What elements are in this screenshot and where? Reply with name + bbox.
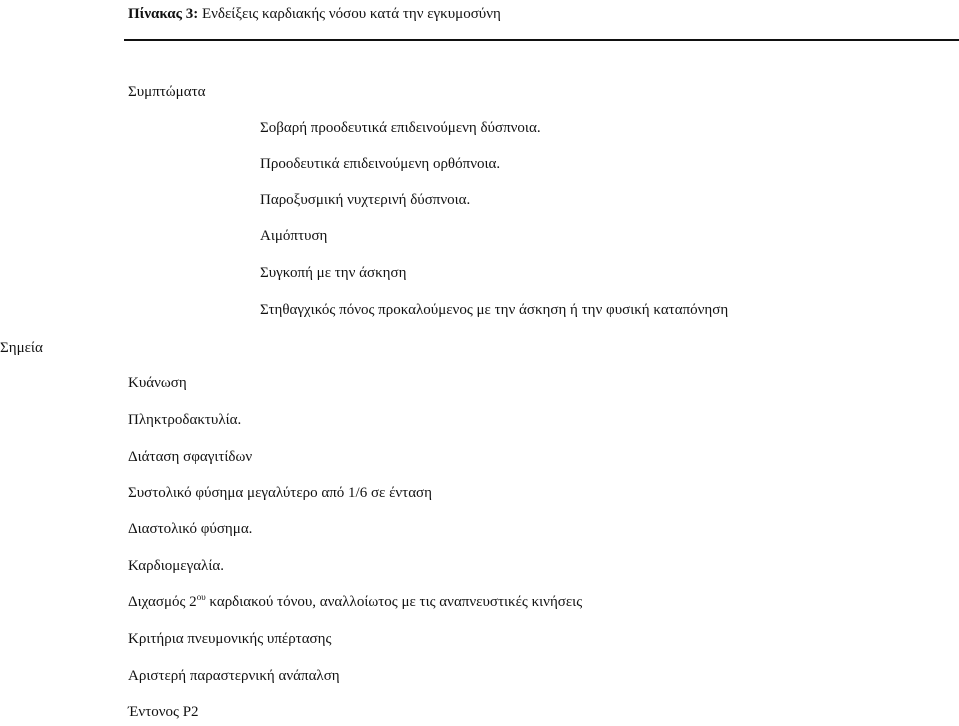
sign-item-suffix: καρδιακού τόνου, αναλλοίωτος με τις αναπνευστικές κινήσεις (205, 594, 583, 610)
symptom-item: Σοβαρή προοδευτικά επιδεινούμενη δύσπνοια. (260, 120, 541, 136)
sign-item: Κυάνωση (128, 375, 187, 391)
symptom-item: Συγκοπή με την άσκηση (260, 265, 407, 281)
ordinal-superscript: ου (196, 592, 206, 602)
table-title (128, 6, 501, 23)
table-title-text: Ενδείξεις καρδιακής νόσου κατά την εγκυμοσύνη (201, 6, 501, 22)
sign-item: Πληκτροδακτυλία. (128, 412, 242, 428)
table-number-label: Πίνακας 3: (128, 6, 199, 22)
sign-item: Καρδιομεγαλία. (128, 558, 224, 574)
sign-item: Συστολικό φύσημα μεγαλύτερο από 1/6 σε ένταση (128, 485, 432, 501)
symptom-item: Αιμόπτυση (260, 228, 328, 244)
symptoms-heading: Συμπτώματα (128, 84, 206, 100)
symptom-item: Προοδευτικά επιδεινούμενη ορθόπνοια. (260, 156, 501, 172)
sign-item-prefix: Διχασμός 2 (128, 594, 197, 610)
sign-item: Αριστερή παραστερνική ανάπαλση (128, 668, 340, 684)
sign-item (128, 594, 582, 611)
signs-heading: Σημεία (0, 340, 43, 356)
title-divider (124, 39, 959, 41)
sign-item: Διαστολικό φύσημα. (128, 521, 253, 537)
symptom-item: Στηθαγχικός πόνος προκαλούμενος με την άσκηση ή την φυσική καταπόνηση (260, 302, 729, 318)
symptom-item: Παροξυσμική νυχτερινή δύσπνοια. (260, 192, 471, 208)
sign-item: Διάταση σφαγιτίδων (128, 449, 253, 465)
sign-item: Έντονος P2 (128, 704, 199, 720)
sign-item: Κριτήρια πνευμονικής υπέρτασης (128, 631, 332, 647)
